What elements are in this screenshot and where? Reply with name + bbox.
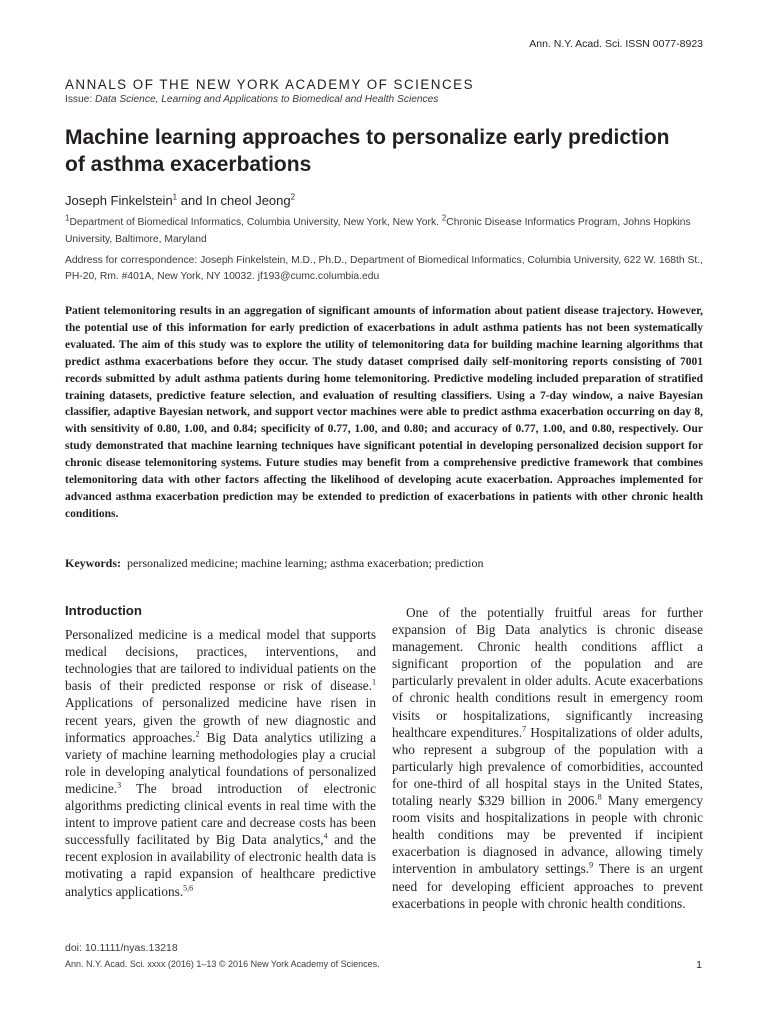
affiliation-text: Chronic Disease Informatics Program, Johns Hopkins University, Baltimore, Maryland xyxy=(65,217,691,245)
body-text: Hospitalizations of older adults, who represent a subgroup of the population with a particularly high prevalence of comorbidities, accounted for one-third of all hospital stays in the United States, totaling nearly $329 billion in 2006. xyxy=(392,724,704,809)
issue-line xyxy=(65,94,438,105)
citation-ref: 2 xyxy=(195,729,200,739)
issn-header: Ann. N.Y. Acad. Sci. ISSN 0077-8923 xyxy=(529,38,703,50)
doi-link[interactable]: doi: 10.1111/nyas.13218 xyxy=(65,942,178,954)
author-affil-marker: 1 xyxy=(172,192,178,202)
citation-ref: 3 xyxy=(117,780,122,790)
article-title: Machine learning approaches to personalize early prediction of asthma exacerbations xyxy=(65,126,670,176)
keywords-label: Keywords: xyxy=(65,556,121,570)
body-text: Big Data analytics utilizing a variety of machine learning methodologies play a crucial role in developing analytical foundations of personalized medicine. xyxy=(65,729,376,796)
citation-ref: 5,6 xyxy=(183,883,194,893)
section-heading: Introduction xyxy=(65,603,142,618)
citation-ref: 8 xyxy=(597,792,602,802)
affil-marker: 1 xyxy=(65,213,70,223)
issue-title: Data Science, Learning and Applications to Biomedical and Health Sciences xyxy=(95,94,439,105)
body-text: Applications of personalized medicine have risen in recent years, given the growth of new diagnostic and informatics approaches. xyxy=(65,695,376,745)
author-conjunction: and xyxy=(177,193,207,208)
body-text: One of the potentially fruitful areas for further expansion of Big Data analytics is chronic disease management. Chronic health conditions afflict a significant proportion of the population and are particularly prevalent in older adults. Acute exacerbations of chronic health conditions result in emergency room visits or hospitalizations, significantly increasing healthcare expenditures. xyxy=(392,605,703,740)
affil-marker: 2 xyxy=(441,213,447,223)
affiliations xyxy=(65,215,705,248)
affiliation-text: Department of Biomedical Informatics, Columbia University, New York, New York. xyxy=(69,217,442,228)
page-number: 1 xyxy=(696,959,702,971)
keywords xyxy=(65,556,484,571)
body-text: Personalized medicine is a medical model that supports medical decisions, practices, interventions, and technologies that are tailored to individual patients on the basis of their predicted response or risk of disease. xyxy=(65,627,376,694)
citation-ref: 1 xyxy=(372,677,376,687)
body-text: Many emergency room visits and hospitalizations in people with chronic health conditions may be prevented if incipient exacerbation is diagnosed in advance, allowing timely intervention in ambulatory settings. xyxy=(392,793,704,877)
issue-label: Issue: xyxy=(65,94,96,105)
author-name: Joseph Finkelstein xyxy=(65,193,173,208)
footer-citation: Ann. N.Y. Acad. Sci. xxxx (2016) 1–13 © 2016 New York Academy of Sciences. xyxy=(65,959,380,969)
keywords-text: personalized medicine; machine learning; asthma exacerbation; prediction xyxy=(127,556,484,570)
journal-name: ANNALS OF THE NEW YORK ACADEMY OF SCIENCES xyxy=(65,77,474,92)
abstract: Patient telemonitoring results in an aggregation of significant amounts of information about patient disease trajectory. However, the potential use of this information for early prediction of exacerbations in adult asthma patients has not been systematically evaluated. The aim of this study was to explore the utility of telemonitoring data for building machine learning algorithms that predict asthma exacerbations before they occur. The study dataset comprised daily self-monitoring reports consisting of 7001 records submitted by adult asthma patients during home telemonitoring. Predictive modeling included preparation of stratified training datasets, predictive feature selection, and evaluation of resulting classifiers. Using a 7-day window, a naive Bayesian classifier, adaptive Bayesian network, and support vector machines were able to predict asthma exacerbation occurring on day 8, with sensitivity of 0.80, 1.00, and 0.84; specificity of 0.77, 1.00, and 0.80; and accuracy of 0.77, 1.00, and 0.80, respectively. Our study demonstrated that machine learning techniques have significant potential in developing personalized decision support for chronic disease telemonitoring systems. Future studies may benefit from a comprehensive predictive framework that combines telemonitoring data with other factors affecting the likelihood of developing acute exacerbation. Approaches implemented for advanced asthma exacerbation prediction may be extended to prediction of exacerbations in patients with other chronic health conditions. xyxy=(65,305,703,520)
body-text: The broad introduction of electronic algorithms predicting clinical events in real time with the intent to improve patient care and decrease costs has been successfully facilitated by Big Data analytics, xyxy=(65,780,376,848)
intro-column-right xyxy=(392,604,703,912)
intro-column-left xyxy=(65,602,376,900)
citation-ref: 7 xyxy=(522,724,527,734)
author-affil-marker: 2 xyxy=(290,192,296,202)
body-text: and the recent explosion in availability of electronic health data is motivating a rapid expansion of healthcare predictive analytics applications. xyxy=(65,832,377,899)
author-list xyxy=(65,193,295,208)
author-name: In cheol Jeong xyxy=(206,193,291,208)
correspondence-address: Address for correspondence: Joseph Finkelstein, M.D., Ph.D., Department of Biomedical Informatics, Columbia University, 622 W. 168th St., PH-20, Rm. #401A, New York, NY 10032. jf193@cumc.columbia.edu xyxy=(65,255,703,282)
body-paragraph xyxy=(392,604,703,912)
citation-ref: 9 xyxy=(589,860,594,870)
body-text: There is an urgent need for developing efficient approaches to prevent exacerbations in people with chronic health conditions. xyxy=(392,861,703,911)
body-paragraph xyxy=(65,626,376,900)
citation-ref: 4 xyxy=(323,831,328,841)
